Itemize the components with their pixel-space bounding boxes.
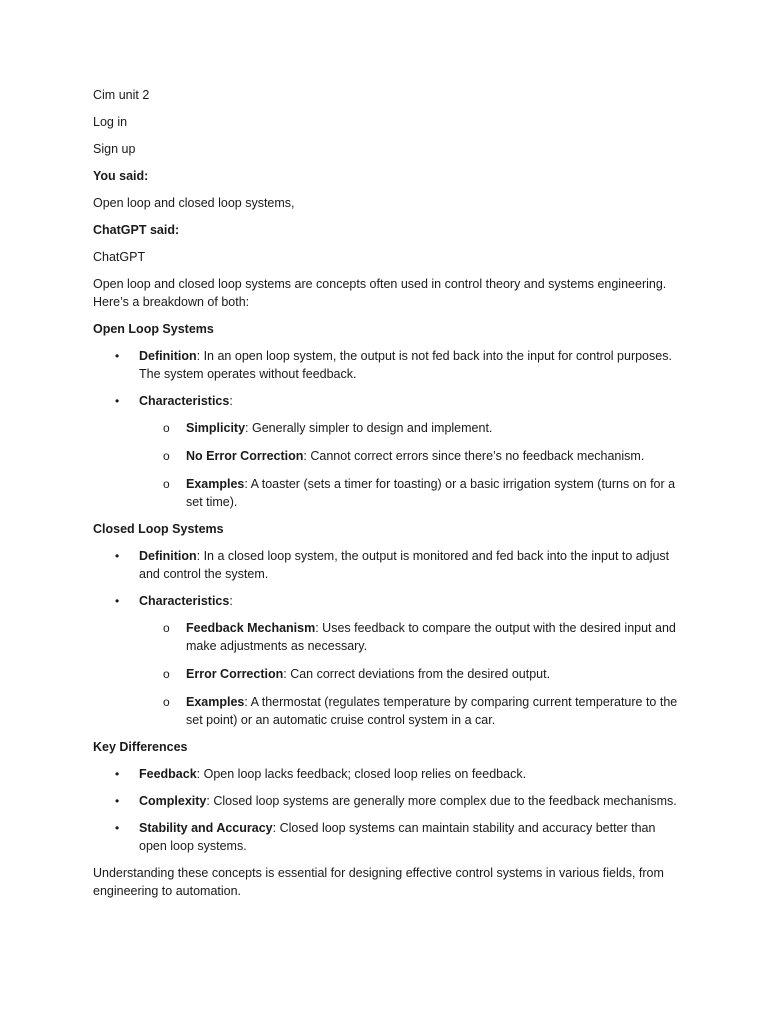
item-label: Examples: [186, 695, 245, 709]
item-text: : A toaster (sets a timer for toasting) or a basic irrigation system (turns on for a set time).: [186, 477, 676, 509]
list-item: [139, 693, 683, 729]
item-text: : Cannot correct errors since there’s no feedback mechanism.: [303, 449, 645, 463]
sub-bullet-icon: o: [163, 695, 170, 709]
log-in-link[interactable]: Log in: [93, 115, 128, 129]
list-item: [139, 419, 683, 437]
bullet-icon: •: [115, 549, 120, 563]
characteristics-label: Characteristics: [139, 594, 230, 608]
list-item: [139, 475, 683, 511]
list-item: [93, 547, 683, 583]
sub-bullet-icon: o: [163, 667, 170, 681]
sign-up-link[interactable]: Sign up: [93, 142, 136, 156]
item-label: Simplicity: [186, 421, 246, 435]
definition-label: Definition: [139, 549, 197, 563]
characteristics-colon: :: [229, 594, 233, 608]
open-loop-list: [93, 347, 683, 511]
characteristics-label: Characteristics: [139, 394, 230, 408]
item-text: : Open loop lacks feedback; closed loop relies on feedback.: [196, 767, 527, 781]
you-said-label: You said:: [93, 169, 149, 183]
bullet-icon: •: [115, 794, 120, 808]
closed-loop-heading: Closed Loop Systems: [93, 522, 224, 536]
list-item: [93, 819, 683, 855]
item-label: Error Correction: [186, 667, 284, 681]
item-label: Stability and Accuracy: [139, 821, 273, 835]
item-text: : Closed loop systems are generally more complex due to the feedback mechanisms.: [206, 794, 677, 808]
bullet-icon: •: [115, 349, 120, 363]
item-text: : Generally simpler to design and implement.: [245, 421, 493, 435]
bullet-icon: •: [115, 821, 120, 835]
conclusion-paragraph: Understanding these concepts is essential for designing effective control systems in various fields, from engineering to automation.: [93, 866, 664, 898]
open-loop-characteristics-list: [139, 419, 683, 511]
bullet-icon: •: [115, 394, 120, 408]
sub-bullet-icon: o: [163, 421, 170, 435]
list-item: [93, 765, 683, 783]
sub-bullet-icon: o: [163, 621, 170, 635]
chatgpt-name: ChatGPT: [93, 250, 146, 264]
list-item: [93, 392, 683, 511]
list-item: [93, 592, 683, 729]
list-item: [139, 619, 683, 655]
open-loop-heading: Open Loop Systems: [93, 322, 214, 336]
sub-bullet-icon: o: [163, 449, 170, 463]
intro-paragraph: Open loop and closed loop systems are concepts often used in control theory and systems engineering. Here’s a breakdown of both:: [93, 277, 667, 309]
closed-loop-characteristics-list: [139, 619, 683, 729]
list-item: [93, 347, 683, 383]
chatgpt-said-label: ChatGPT said:: [93, 223, 180, 237]
list-item: [139, 447, 683, 465]
document-title: Cim unit 2: [93, 88, 150, 102]
closed-loop-list: [93, 547, 683, 729]
characteristics-colon: :: [229, 394, 233, 408]
list-item: [93, 792, 683, 810]
item-text: : Closed loop systems can maintain stability and accuracy better than open loop systems.: [139, 821, 656, 853]
sub-bullet-icon: o: [163, 477, 170, 491]
user-message: Open loop and closed loop systems,: [93, 196, 295, 210]
item-label: Complexity: [139, 794, 207, 808]
item-label: Examples: [186, 477, 245, 491]
key-differences-heading: Key Differences: [93, 740, 188, 754]
definition-label: Definition: [139, 349, 197, 363]
definition-text: : In an open loop system, the output is not fed back into the input for control purposes. The system operates without feedback.: [139, 349, 672, 381]
item-label: Feedback Mechanism: [186, 621, 316, 635]
item-label: No Error Correction: [186, 449, 304, 463]
key-differences-list: [93, 765, 683, 855]
item-text: : A thermostat (regulates temperature by comparing current temperature to the set point) or an automatic cruise control system in a car.: [186, 695, 678, 727]
item-text: : Uses feedback to compare the output with the desired input and make adjustments as necessary.: [186, 621, 676, 653]
item-text: : Can correct deviations from the desired output.: [283, 667, 551, 681]
bullet-icon: •: [115, 594, 120, 608]
bullet-icon: •: [115, 767, 120, 781]
document-page: [93, 86, 683, 909]
list-item: [139, 665, 683, 683]
definition-text: : In a closed loop system, the output is monitored and fed back into the input to adjust and control the system.: [139, 549, 670, 581]
item-label: Feedback: [139, 767, 197, 781]
